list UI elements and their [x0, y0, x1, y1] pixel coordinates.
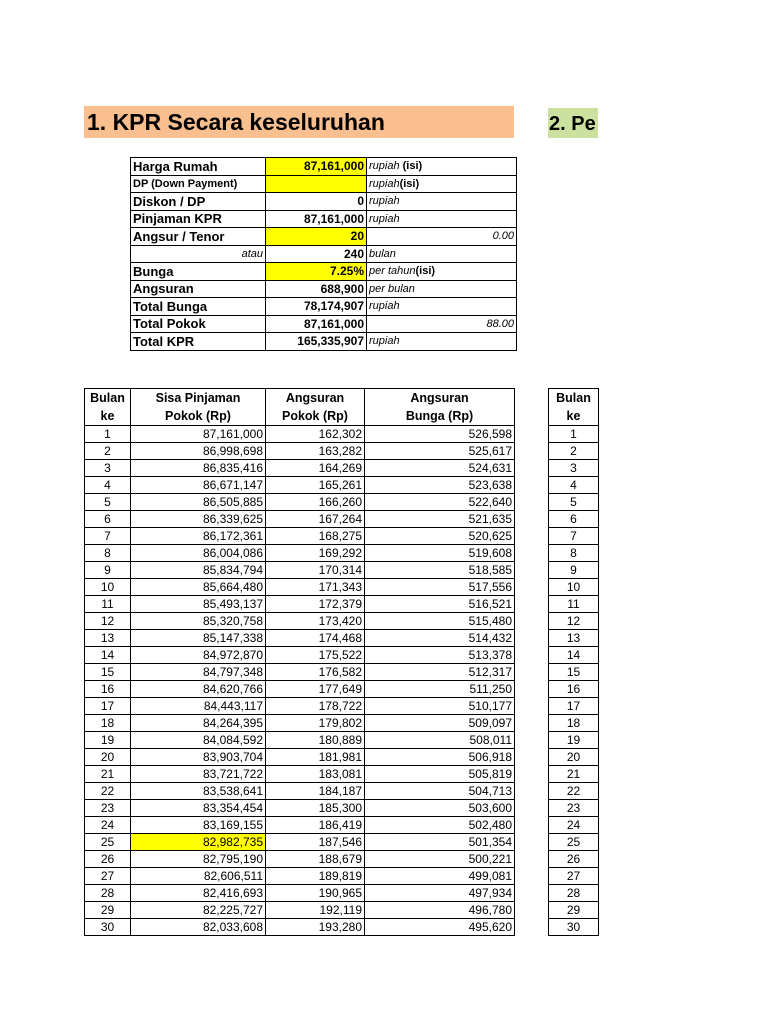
remaining-principal-cell: 86,505,885	[131, 494, 266, 511]
month-cell: 29	[549, 902, 599, 919]
payment-schedule-table-2	[548, 388, 599, 936]
table-row	[85, 766, 515, 783]
summary-unit-text: 88.00	[486, 317, 514, 330]
summary-value: 240	[266, 245, 367, 263]
month-cell: 8	[85, 545, 131, 562]
table-row	[85, 596, 515, 613]
remaining-principal-cell: 84,264,395	[131, 715, 266, 732]
summary-unit-text: rupiah	[369, 160, 400, 173]
remaining-principal-cell: 84,797,348	[131, 664, 266, 681]
summary-label: Angsur / Tenor	[131, 228, 266, 246]
table-row	[85, 426, 515, 443]
month-cell: 5	[85, 494, 131, 511]
summary-unit-note: (isi)	[415, 265, 436, 278]
interest-payment-cell: 517,556	[365, 579, 515, 596]
schedule2-header-row-2	[549, 407, 599, 426]
table-row	[549, 851, 599, 868]
summary-label: Total Pokok	[131, 315, 266, 333]
month-cell: 12	[549, 613, 599, 630]
summary-row	[131, 175, 517, 193]
month-cell: 23	[549, 800, 599, 817]
month-cell: 18	[549, 715, 599, 732]
remaining-principal-cell: 86,339,625	[131, 511, 266, 528]
table-row	[85, 477, 515, 494]
month-cell: 17	[549, 698, 599, 715]
interest-payment-cell: 497,934	[365, 885, 515, 902]
table-row	[85, 851, 515, 868]
interest-payment-cell: 519,608	[365, 545, 515, 562]
principal-payment-cell: 173,420	[266, 613, 365, 630]
section-2-title: 2. Pe	[548, 108, 598, 138]
table-row	[549, 766, 599, 783]
month-cell: 12	[85, 613, 131, 630]
interest-payment-cell: 500,221	[365, 851, 515, 868]
interest-payment-cell: 502,480	[365, 817, 515, 834]
month-cell: 11	[85, 596, 131, 613]
header-ke: ke	[549, 407, 599, 426]
summary-row	[131, 245, 517, 263]
month-cell: 19	[85, 732, 131, 749]
summary-unit-text: per bulan	[369, 282, 415, 295]
kpr-summary-table	[130, 157, 517, 351]
table-row	[549, 919, 599, 936]
summary-label: Harga Rumah	[131, 158, 266, 176]
schedule-header-row-2	[85, 407, 515, 426]
principal-payment-cell: 165,261	[266, 477, 365, 494]
principal-payment-cell: 185,300	[266, 800, 365, 817]
month-cell: 7	[549, 528, 599, 545]
remaining-principal-cell: 86,835,416	[131, 460, 266, 477]
summary-unit-note: (isi)	[399, 160, 423, 173]
header-ke: ke	[85, 407, 131, 426]
principal-payment-cell: 183,081	[266, 766, 365, 783]
remaining-principal-cell: 82,982,735	[131, 834, 266, 851]
summary-value[interactable]: 7.25%	[266, 263, 367, 281]
principal-payment-cell: 186,419	[266, 817, 365, 834]
remaining-principal-cell: 83,354,454	[131, 800, 266, 817]
month-cell: 10	[549, 579, 599, 596]
month-cell: 20	[549, 749, 599, 766]
interest-payment-cell: 501,354	[365, 834, 515, 851]
principal-payment-cell: 184,187	[266, 783, 365, 800]
interest-payment-cell: 526,598	[365, 426, 515, 443]
month-cell: 19	[549, 732, 599, 749]
remaining-principal-cell: 84,620,766	[131, 681, 266, 698]
remaining-principal-cell: 83,538,641	[131, 783, 266, 800]
principal-payment-cell: 162,302	[266, 426, 365, 443]
principal-payment-cell: 166,260	[266, 494, 365, 511]
remaining-principal-cell: 82,225,727	[131, 902, 266, 919]
remaining-principal-cell: 84,972,870	[131, 647, 266, 664]
month-cell: 27	[549, 868, 599, 885]
month-cell: 1	[549, 426, 599, 443]
table-row	[85, 647, 515, 664]
month-cell: 17	[85, 698, 131, 715]
interest-payment-cell: 513,378	[365, 647, 515, 664]
month-cell: 15	[549, 664, 599, 681]
payment-schedule-table	[84, 388, 515, 936]
table-row	[549, 817, 599, 834]
summary-unit	[367, 193, 517, 211]
month-cell: 16	[85, 681, 131, 698]
principal-payment-cell: 188,679	[266, 851, 365, 868]
month-cell: 4	[549, 477, 599, 494]
section-1-title: 1. KPR Secara keseluruhan	[84, 106, 514, 138]
principal-payment-cell: 178,722	[266, 698, 365, 715]
header-bulan: Bulan	[85, 389, 131, 408]
schedule-header-row-1	[85, 389, 515, 408]
table-row	[549, 885, 599, 902]
month-cell: 6	[85, 511, 131, 528]
month-cell: 25	[549, 834, 599, 851]
header-angsuran-pokok: Angsuran	[266, 389, 365, 408]
remaining-principal-cell: 86,671,147	[131, 477, 266, 494]
table-row	[85, 613, 515, 630]
interest-payment-cell: 512,317	[365, 664, 515, 681]
header-pokok-rp: Pokok (Rp)	[131, 407, 266, 426]
summary-value: 0	[266, 193, 367, 211]
month-cell: 22	[85, 783, 131, 800]
principal-payment-cell: 181,981	[266, 749, 365, 766]
month-cell: 20	[85, 749, 131, 766]
table-row	[85, 868, 515, 885]
remaining-principal-cell: 83,721,722	[131, 766, 266, 783]
remaining-principal-cell: 82,606,511	[131, 868, 266, 885]
interest-payment-cell: 515,480	[365, 613, 515, 630]
table-row	[549, 868, 599, 885]
table-row	[549, 732, 599, 749]
principal-payment-cell: 176,582	[266, 664, 365, 681]
summary-label: DP (Down Payment)	[131, 175, 266, 193]
interest-payment-cell: 509,097	[365, 715, 515, 732]
principal-payment-cell: 167,264	[266, 511, 365, 528]
table-row	[549, 800, 599, 817]
month-cell: 5	[549, 494, 599, 511]
summary-unit	[367, 158, 517, 176]
table-row	[549, 477, 599, 494]
month-cell: 24	[85, 817, 131, 834]
remaining-principal-cell: 87,161,000	[131, 426, 266, 443]
summary-unit-text: bulan	[369, 247, 396, 260]
principal-payment-cell: 177,649	[266, 681, 365, 698]
month-cell: 30	[85, 919, 131, 936]
table-row	[85, 885, 515, 902]
table-row	[549, 426, 599, 443]
summary-row	[131, 263, 517, 281]
table-row	[549, 698, 599, 715]
summary-unit	[367, 245, 517, 263]
interest-payment-cell: 520,625	[365, 528, 515, 545]
table-row	[85, 545, 515, 562]
month-cell: 3	[549, 460, 599, 477]
interest-payment-cell: 516,521	[365, 596, 515, 613]
remaining-principal-cell: 86,998,698	[131, 443, 266, 460]
interest-payment-cell: 505,819	[365, 766, 515, 783]
principal-payment-cell: 187,546	[266, 834, 365, 851]
table-row	[549, 596, 599, 613]
summary-label: atau	[131, 245, 266, 263]
interest-payment-cell: 523,638	[365, 477, 515, 494]
table-row	[85, 783, 515, 800]
summary-row	[131, 315, 517, 333]
table-row	[549, 664, 599, 681]
summary-label: Bunga	[131, 263, 266, 281]
month-cell: 21	[85, 766, 131, 783]
table-row	[549, 715, 599, 732]
month-cell: 29	[85, 902, 131, 919]
summary-label: Angsuran	[131, 280, 266, 298]
remaining-principal-cell: 85,147,338	[131, 630, 266, 647]
table-row	[85, 562, 515, 579]
month-cell: 10	[85, 579, 131, 596]
month-cell: 9	[549, 562, 599, 579]
table-row	[549, 902, 599, 919]
interest-payment-cell: 518,585	[365, 562, 515, 579]
month-cell: 16	[549, 681, 599, 698]
principal-payment-cell: 180,889	[266, 732, 365, 749]
table-row	[549, 579, 599, 596]
summary-row	[131, 298, 517, 316]
interest-payment-cell: 508,011	[365, 732, 515, 749]
table-row	[85, 630, 515, 647]
month-cell: 2	[549, 443, 599, 460]
month-cell: 26	[85, 851, 131, 868]
principal-payment-cell: 179,802	[266, 715, 365, 732]
remaining-principal-cell: 82,795,190	[131, 851, 266, 868]
table-row	[85, 902, 515, 919]
table-row	[549, 460, 599, 477]
table-row	[549, 562, 599, 579]
principal-payment-cell: 172,379	[266, 596, 365, 613]
table-row	[85, 749, 515, 766]
summary-unit	[367, 175, 517, 193]
principal-payment-cell: 164,269	[266, 460, 365, 477]
header-sisa-pinjaman: Sisa Pinjaman	[131, 389, 266, 408]
month-cell: 21	[549, 766, 599, 783]
table-row	[85, 800, 515, 817]
interest-payment-cell: 522,640	[365, 494, 515, 511]
month-cell: 28	[85, 885, 131, 902]
summary-value: 87,161,000	[266, 210, 367, 228]
table-row	[85, 511, 515, 528]
summary-unit	[367, 210, 517, 228]
month-cell: 28	[549, 885, 599, 902]
table-row	[85, 919, 515, 936]
remaining-principal-cell: 85,664,480	[131, 579, 266, 596]
table-row	[549, 545, 599, 562]
principal-payment-cell: 174,468	[266, 630, 365, 647]
summary-unit-text: rupiah	[369, 195, 400, 208]
month-cell: 7	[85, 528, 131, 545]
remaining-principal-cell: 86,172,361	[131, 528, 266, 545]
principal-payment-cell: 190,965	[266, 885, 365, 902]
schedule2-header-row-1	[549, 389, 599, 408]
table-row	[85, 732, 515, 749]
table-row	[549, 749, 599, 766]
header-bulan: Bulan	[549, 389, 599, 408]
summary-unit	[367, 315, 517, 333]
interest-payment-cell: 514,432	[365, 630, 515, 647]
table-row	[85, 834, 515, 851]
principal-payment-cell: 169,292	[266, 545, 365, 562]
summary-row	[131, 333, 517, 351]
month-cell: 22	[549, 783, 599, 800]
summary-value: 688,900	[266, 280, 367, 298]
interest-payment-cell: 510,177	[365, 698, 515, 715]
remaining-principal-cell: 83,169,155	[131, 817, 266, 834]
table-row	[85, 817, 515, 834]
table-row	[549, 494, 599, 511]
header-angsuran-bunga: Angsuran	[365, 389, 515, 408]
table-row	[549, 834, 599, 851]
summary-value[interactable]	[266, 175, 367, 193]
month-cell: 4	[85, 477, 131, 494]
principal-payment-cell: 192,119	[266, 902, 365, 919]
interest-payment-cell: 524,631	[365, 460, 515, 477]
summary-unit	[367, 298, 517, 316]
summary-row	[131, 280, 517, 298]
interest-payment-cell: 511,250	[365, 681, 515, 698]
summary-row	[131, 228, 517, 246]
table-row	[85, 528, 515, 545]
month-cell: 14	[85, 647, 131, 664]
principal-payment-cell: 189,819	[266, 868, 365, 885]
month-cell: 23	[85, 800, 131, 817]
month-cell: 14	[549, 647, 599, 664]
table-row	[85, 494, 515, 511]
principal-payment-cell: 193,280	[266, 919, 365, 936]
header-pokok-rp-2: Pokok (Rp)	[266, 407, 365, 426]
table-row	[549, 511, 599, 528]
table-row	[85, 698, 515, 715]
summary-value[interactable]: 87,161,000	[266, 158, 367, 176]
principal-payment-cell: 175,522	[266, 647, 365, 664]
table-row	[85, 715, 515, 732]
summary-unit-text: rupiah	[369, 212, 400, 225]
summary-label: Diskon / DP	[131, 193, 266, 211]
principal-payment-cell: 170,314	[266, 562, 365, 579]
month-cell: 25	[85, 834, 131, 851]
remaining-principal-cell: 84,443,117	[131, 698, 266, 715]
month-cell: 11	[549, 596, 599, 613]
summary-label: Total KPR	[131, 333, 266, 351]
summary-unit-text: rupiah	[369, 300, 400, 313]
month-cell: 26	[549, 851, 599, 868]
interest-payment-cell: 499,081	[365, 868, 515, 885]
summary-unit	[367, 333, 517, 351]
principal-payment-cell: 171,343	[266, 579, 365, 596]
summary-label: Pinjaman KPR	[131, 210, 266, 228]
table-row	[549, 528, 599, 545]
remaining-principal-cell: 85,493,137	[131, 596, 266, 613]
interest-payment-cell: 521,635	[365, 511, 515, 528]
month-cell: 3	[85, 460, 131, 477]
summary-unit-text: rupiah	[369, 335, 400, 348]
month-cell: 30	[549, 919, 599, 936]
month-cell: 9	[85, 562, 131, 579]
table-row	[85, 681, 515, 698]
summary-value: 165,335,907	[266, 333, 367, 351]
table-row	[549, 647, 599, 664]
summary-unit	[367, 263, 517, 281]
summary-unit-text: 0.00	[492, 230, 514, 243]
summary-label: Total Bunga	[131, 298, 266, 316]
summary-value: 78,174,907	[266, 298, 367, 316]
principal-payment-cell: 163,282	[266, 443, 365, 460]
summary-value: 87,161,000	[266, 315, 367, 333]
table-row	[85, 443, 515, 460]
table-row	[549, 681, 599, 698]
header-bunga-rp: Bunga (Rp)	[365, 407, 515, 426]
summary-unit	[367, 228, 517, 246]
interest-payment-cell: 525,617	[365, 443, 515, 460]
summary-row	[131, 158, 517, 176]
month-cell: 8	[549, 545, 599, 562]
table-row	[85, 460, 515, 477]
month-cell: 1	[85, 426, 131, 443]
table-row	[549, 630, 599, 647]
interest-payment-cell: 503,600	[365, 800, 515, 817]
table-row	[549, 783, 599, 800]
interest-payment-cell: 496,780	[365, 902, 515, 919]
summary-row	[131, 193, 517, 211]
interest-payment-cell: 504,713	[365, 783, 515, 800]
month-cell: 27	[85, 868, 131, 885]
summary-row	[131, 210, 517, 228]
remaining-principal-cell: 85,834,794	[131, 562, 266, 579]
month-cell: 15	[85, 664, 131, 681]
month-cell: 24	[549, 817, 599, 834]
summary-unit-text: per tahun	[369, 265, 416, 278]
remaining-principal-cell: 83,903,704	[131, 749, 266, 766]
table-row	[85, 664, 515, 681]
summary-unit	[367, 280, 517, 298]
month-cell: 13	[549, 630, 599, 647]
remaining-principal-cell: 82,033,608	[131, 919, 266, 936]
month-cell: 6	[549, 511, 599, 528]
month-cell: 13	[85, 630, 131, 647]
month-cell: 2	[85, 443, 131, 460]
summary-value[interactable]: 20	[266, 228, 367, 246]
remaining-principal-cell: 82,416,693	[131, 885, 266, 902]
table-row	[549, 613, 599, 630]
interest-payment-cell: 506,918	[365, 749, 515, 766]
summary-unit-text: rupiah	[369, 177, 400, 190]
interest-payment-cell: 495,620	[365, 919, 515, 936]
remaining-principal-cell: 85,320,758	[131, 613, 266, 630]
remaining-principal-cell: 84,084,592	[131, 732, 266, 749]
table-row	[549, 443, 599, 460]
month-cell: 18	[85, 715, 131, 732]
remaining-principal-cell: 86,004,086	[131, 545, 266, 562]
principal-payment-cell: 168,275	[266, 528, 365, 545]
table-row	[85, 579, 515, 596]
summary-unit-note: (isi)	[399, 177, 420, 190]
